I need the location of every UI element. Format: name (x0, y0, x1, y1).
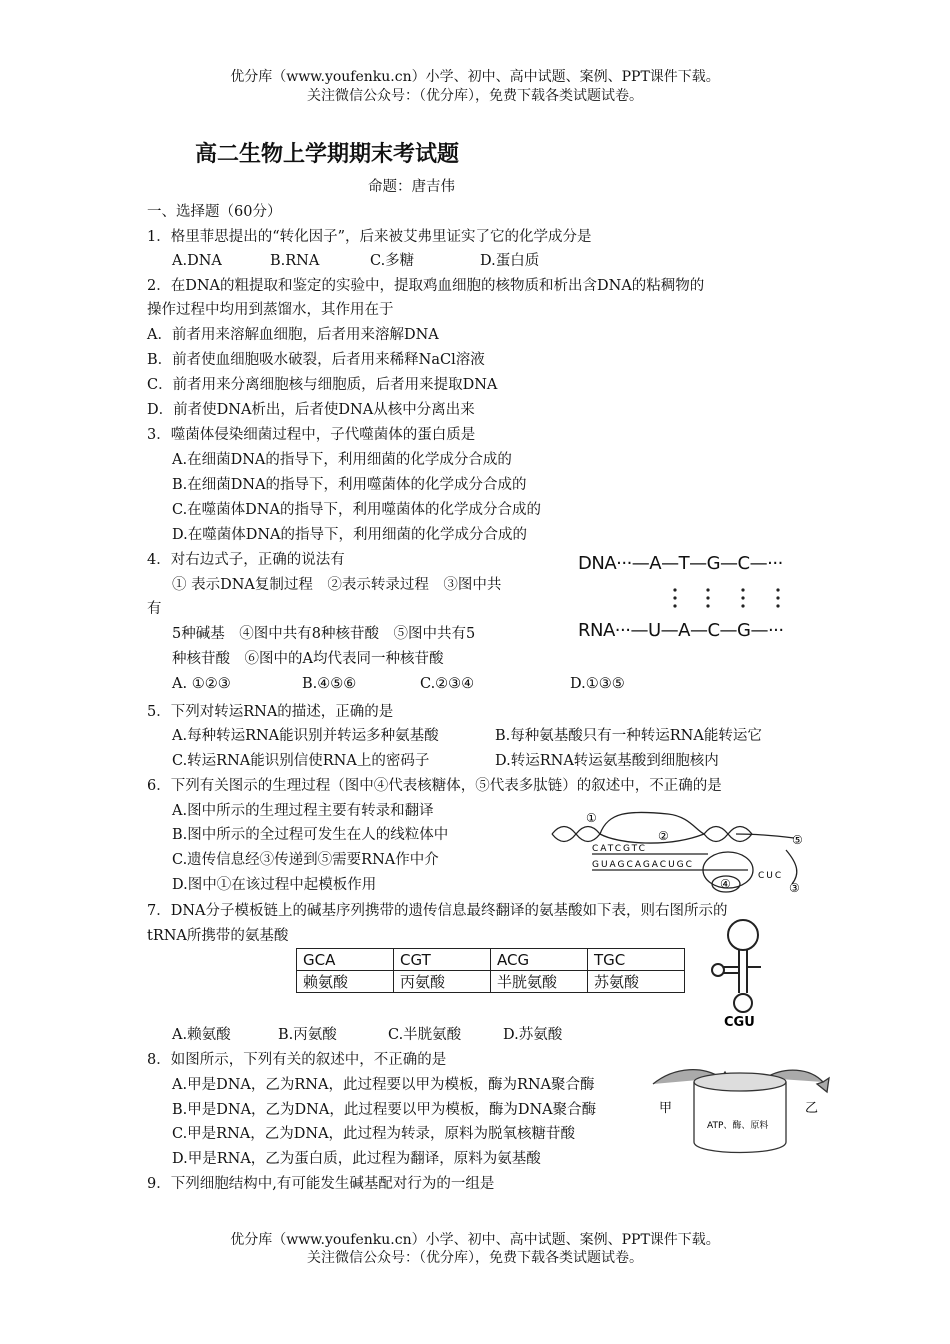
q6-label-3: ③ (789, 881, 800, 895)
q8-option-c: C.甲是RNA，乙为DNA，此过程为转录，原料为脱氧核糖苷酸 (172, 1126, 576, 1142)
q1-option-d: D.蛋白质 (480, 253, 540, 269)
q9-stem: 9．下列细胞结构中,有可能发生碱基配对行为的一组是 (147, 1176, 495, 1192)
q7-stem-1: 7．DNA分子模板链上的碱基序列携带的遗传信息最终翻译的氨基酸如下表，则右图所示的 (147, 903, 728, 919)
q3-option-d: D.在噬菌体DNA的指导下，利用细菌的化学成分合成的 (172, 527, 528, 543)
q1-stem: 1．格里菲思提出的“转化因子”，后来被艾弗里证实了它的化学成分是 (147, 229, 592, 245)
q2-stem-1: 2．在DNA的粗提取和鉴定的实验中，提取鸡血细胞的核物质和析出含DNA的粘稠物的 (147, 278, 705, 294)
q8-figure-jia: 甲 (659, 1101, 673, 1116)
table-cell: ACG (491, 949, 588, 971)
footer-line-2: 关注微信公众号：（优分库），免费下载各类试题试卷。 (307, 1250, 643, 1266)
table-cell: 丙氨酸 (394, 971, 491, 993)
q3-option-a: A.在细菌DNA的指导下，利用细菌的化学成分合成的 (172, 452, 512, 468)
q5-stem: 5．下列对转运RNA的描述，正确的是 (147, 704, 394, 720)
q1-option-c: C.多糖 (370, 253, 415, 269)
q3-stem: 3．噬菌体侵染细菌过程中，子代噬菌体的蛋白质是 (147, 427, 476, 443)
q4-stem: 4．对右边式子，正确的说法有 (147, 552, 345, 568)
q4-option-b: B.④⑤⑥ (302, 676, 357, 692)
q6-option-c: C.遗传信息经③传递到⑤需要RNA作中介 (172, 852, 439, 868)
q4-option-c: C.②③④ (420, 676, 475, 692)
table-cell: 苏氨酸 (588, 971, 685, 993)
header-line-1: 优分库（www.youfenku.cn）小学、初中、高中试题、案例、PPT课件下载。 (230, 69, 720, 85)
q6-stem: 6．下列有关图示的生理过程（图中④代表核糖体，⑤代表多肽链）的叙述中，不正确的是 (147, 778, 722, 794)
q6-option-b: B.图中所示的全过程可发生在人的线粒体中 (172, 827, 449, 843)
table-cell: GCA (297, 949, 394, 971)
q6-label-4: ④ (720, 877, 731, 891)
q6-figure-mrna-sequence: GUAGCAGACUGC (592, 860, 694, 870)
q7-option-b: B.丙氨酸 (278, 1027, 337, 1043)
author: 命题：唐吉伟 (368, 179, 455, 195)
q2-option-c: C．前者用来分离细胞核与细胞质，后者用来提取DNA (147, 377, 498, 393)
q8-figure-center-label: ATP、酶、原料 (707, 1121, 769, 1131)
q4-statement-1: ① 表示DNA复制过程 ②表示转录过程 ③图中共 (172, 577, 502, 593)
q6-label-5: ⑤ (792, 833, 803, 847)
q5-option-a: A.每种转运RNA能识别并转运多种氨基酸 (172, 728, 439, 744)
section-heading: 一、选择题（60分） (147, 204, 282, 220)
q6-option-d: D.图中①在该过程中起模板作用 (172, 877, 377, 893)
table-row (297, 949, 685, 971)
q2-option-b: B．前者使血细胞吸水破裂，后者用来稀释NaCl溶液 (147, 352, 485, 368)
q7-option-c: C.半胱氨酸 (388, 1027, 462, 1043)
q1-option-b: B.RNA (270, 253, 320, 269)
q4-option-a: A. ①②③ (172, 676, 231, 692)
q8-option-d: D.甲是RNA，乙为蛋白质，此过程为翻译，原料为氨基酸 (172, 1151, 541, 1167)
table-cell: 半胱氨酸 (491, 971, 588, 993)
q6-label-1: ① (586, 811, 597, 825)
q6-label-2: ② (658, 829, 669, 843)
q4-figure-pairing-dots (660, 585, 800, 613)
q4-statement-2: 有 (147, 601, 162, 617)
q8-process-figure (645, 1062, 830, 1162)
q8-stem: 8．如图所示，下列有关的叙述中，不正确的是 (147, 1052, 447, 1068)
q2-stem-2: 操作过程中均用到蒸馏水，其作用在于 (147, 302, 394, 318)
q8-option-a: A.甲是DNA，乙为RNA，此过程要以甲为模板，酶为RNA聚合酶 (172, 1077, 595, 1093)
q3-option-c: C.在噬菌体DNA的指导下，利用噬菌体的化学成分合成的 (172, 502, 541, 518)
q5-option-b: B.每种氨基酸只有一种转运RNA能转运它 (495, 728, 762, 744)
q4-figure-dna: DNA···—A—T—G—C—··· (578, 553, 783, 574)
q5-option-d: D.转运RNA转运氨基酸到细胞核内 (495, 753, 719, 769)
table-row (297, 971, 685, 993)
q6-transcription-translation-figure (548, 804, 818, 900)
q4-option-d: D.①③⑤ (570, 676, 625, 692)
q7-trna-anticodon: CGU (724, 1015, 755, 1030)
header-line-2: 关注微信公众号：（优分库），免费下载各类试题试卷。 (307, 88, 643, 104)
q7-trna-figure (705, 915, 785, 1030)
q2-option-d: D．前者使DNA析出，后者使DNA从核中分离出来 (147, 402, 475, 418)
q7-option-d: D.苏氨酸 (503, 1027, 563, 1043)
q1-option-a: A.DNA (172, 253, 222, 269)
q8-option-b: B.甲是DNA，乙为DNA，此过程要以甲为模板，酶为DNA聚合酶 (172, 1102, 597, 1118)
q2-option-a: A．前者用来溶解血细胞，后者用来溶解DNA (147, 327, 439, 343)
table-cell: CGT (394, 949, 491, 971)
page-title: 高二生物上学期期末考试题 (195, 142, 460, 167)
q6-figure-mrna-tail: CUC (758, 871, 784, 881)
footer-line-1: 优分库（www.youfenku.cn）小学、初中、高中试题、案例、PPT课件下载。 (230, 1232, 720, 1248)
q6-option-a: A.图中所示的生理过程主要有转录和翻译 (172, 803, 434, 819)
q5-option-c: C.转运RNA能识别信使RNA上的密码子 (172, 753, 430, 769)
q6-figure-dna-sequence: CATCGTC (592, 844, 647, 854)
q8-figure-yi: 乙 (805, 1101, 819, 1116)
q3-option-b: B.在细菌DNA的指导下，利用噬菌体的化学成分合成的 (172, 477, 527, 493)
q7-codon-table (296, 948, 685, 993)
table-cell: TGC (588, 949, 685, 971)
q7-stem-2: tRNA所携带的氨基酸 (147, 928, 289, 944)
table-cell: 赖氨酸 (297, 971, 394, 993)
q4-figure-rna: RNA···—U—A—C—G—··· (578, 620, 784, 641)
q4-statement-4: 种核苷酸 ⑥图中的A均代表同一种核苷酸 (172, 651, 444, 667)
q4-statement-3: 5种碱基 ④图中共有8种核苷酸 ⑤图中共有5 (172, 626, 476, 642)
q7-option-a: A.赖氨酸 (172, 1027, 231, 1043)
